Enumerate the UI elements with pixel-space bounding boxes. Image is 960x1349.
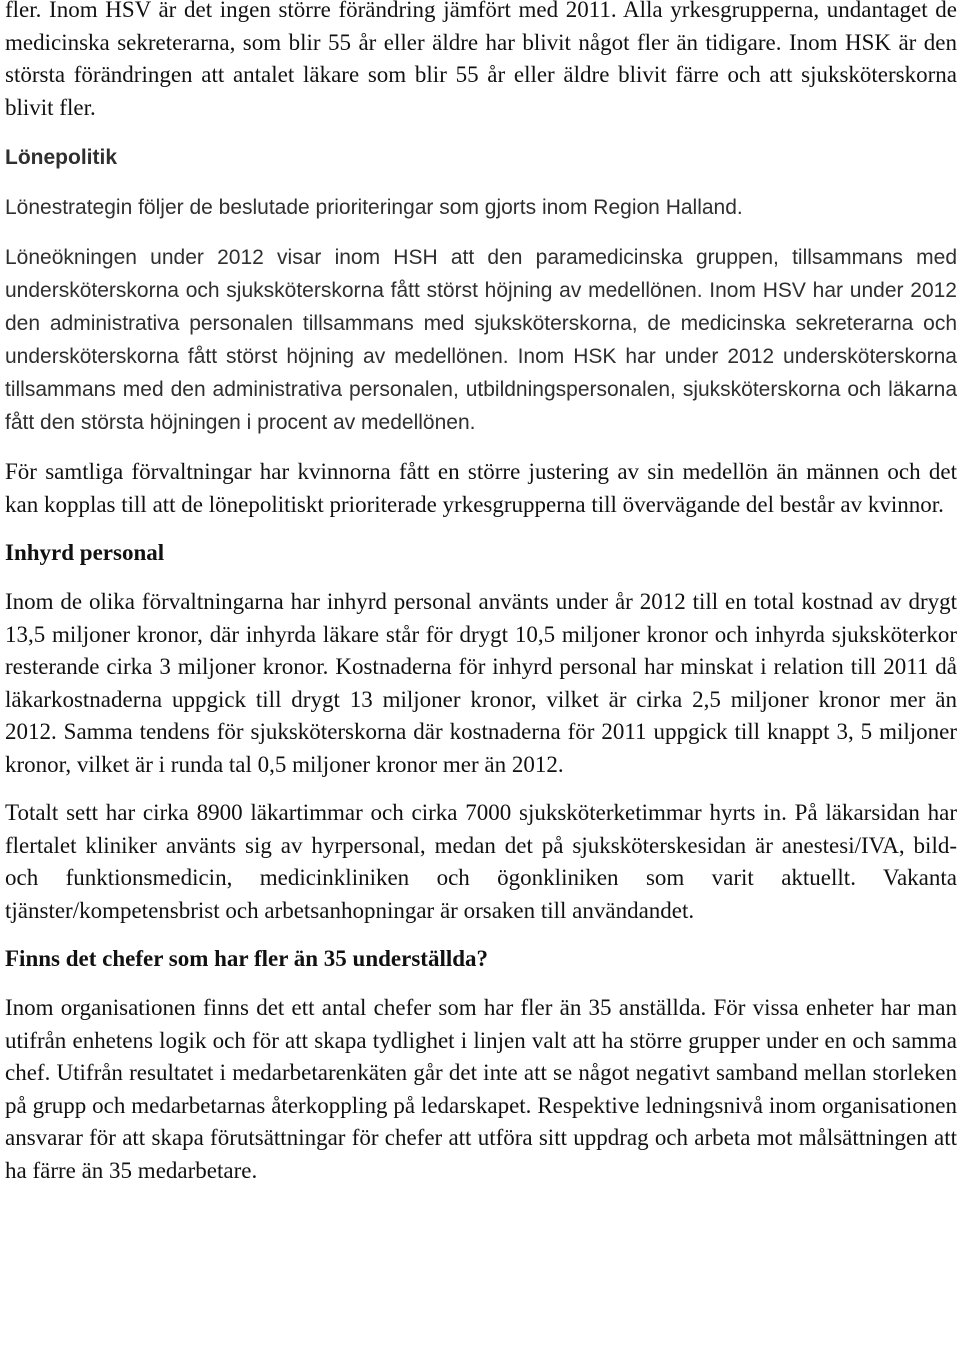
heading-chefer-underst: Finns det chefer som har fler än 35 underställda? — [5, 946, 489, 971]
paragraph-inhyrd-timmar: Totalt sett har cirka 8900 läkartimmar och cirka 7000 sjuksköterketimmar hyrts in. På läkarsidan har flertalet kliniker använts sig av hyrpersonal, medan det på sjuksköterskesidan är anestesi/IVA, bild- och funktionsmedicin, medicinkliniken och ögonkliniken som varit aktuellt. Vakanta tjänster/kompetensbrist och arbetsanhopningar är orsaken till användandet. — [5, 800, 957, 923]
heading-inhyrd-personal: Inhyrd personal — [5, 540, 165, 565]
paragraph-lonestrategi: Lönestrategin följer de beslutade prioriteringar som gjorts inom Region Halland. — [5, 196, 743, 219]
heading-lonepolitik: Lönepolitik — [5, 146, 117, 169]
paragraph-inhyrd-kostnad: Inom de olika förvaltningarna har inhyrd personal använts under år 2012 till en total kostnad av drygt 13,5 miljoner kronor, där inhyrda läkare står för drygt 10,5 miljoner kronor och inhyrda sjuksköterkor resterande cirka 3 miljoner kronor. Kostnaderna för inhyrd personal har minskat i relation till 2011 då läkarkostnaderna uppgick till drygt 13 miljoner kronor, vilket är cirka 2,5 miljoner kronor mer än 2012. Samma tendens för sjuksköterskorna där kostnaderna för 2011 uppgick till knappt 3, 5 miljoner kronor, vilket är i runda tal 0,5 miljoner kronor mer än 2012. — [5, 589, 957, 777]
document-page — [5, 0, 957, 1205]
paragraph-loneokning: Löneökningen under 2012 visar inom HSH att den paramedicinska gruppen, tillsammans med undersköterskorna och sjuksköterskorna fått störst höjning av medellönen. Inom HSV har under 2012 den administrativa personalen tillsammans med sjuksköterskorna, de medicinska sekreterarna och undersköterskorna fått störst höjning av medellönen. Inom HSK har under 2012 undersköterskorna tillsammans med den administrativa personalen, utbildningspersonalen, sjuksköterskorna och läkarna fått den största höjningen i procent av medellönen. — [5, 246, 957, 434]
paragraph-chefer: Inom organisationen finns det ett antal chefer som har fler än 35 anställda. För vissa enheter har man utifrån enhetens logik och för att skapa tydlighet i linjen valt att ha större grupper under en och samma chef. Utifrån resultatet i medarbetarenkäten går det inte att se något negativt samband mellan storleken på grupp och medarbetarnas återkoppling på ledarskapet. Respektive ledningsnivå inom organisationen ansvarar för att skapa förutsättningar för chefer att utföra sitt uppdrag och arbeta mot målsättningen att ha färre än 35 medarbetare. — [5, 995, 957, 1183]
paragraph-kvinnor-justering: För samtliga förvaltningar har kvinnorna fått en större justering av sin medellön än männen och det kan kopplas till att de lönepolitiskt prioriterade yrkesgrupperna till övervägande del består av kvinnor. — [5, 459, 957, 517]
paragraph-age-changes: fler. Inom HSV är det ingen större förändring jämfört med 2011. Alla yrkesgrupperna, undantaget de medicinska sekreterarna, som blir 55 år eller äldre har blivit något fler än tidigare. Inom HSK är den största förändringen att antalet läkare som blir 55 år eller äldre blivit färre och att sjuksköterskorna blivit fler. — [5, 0, 957, 120]
